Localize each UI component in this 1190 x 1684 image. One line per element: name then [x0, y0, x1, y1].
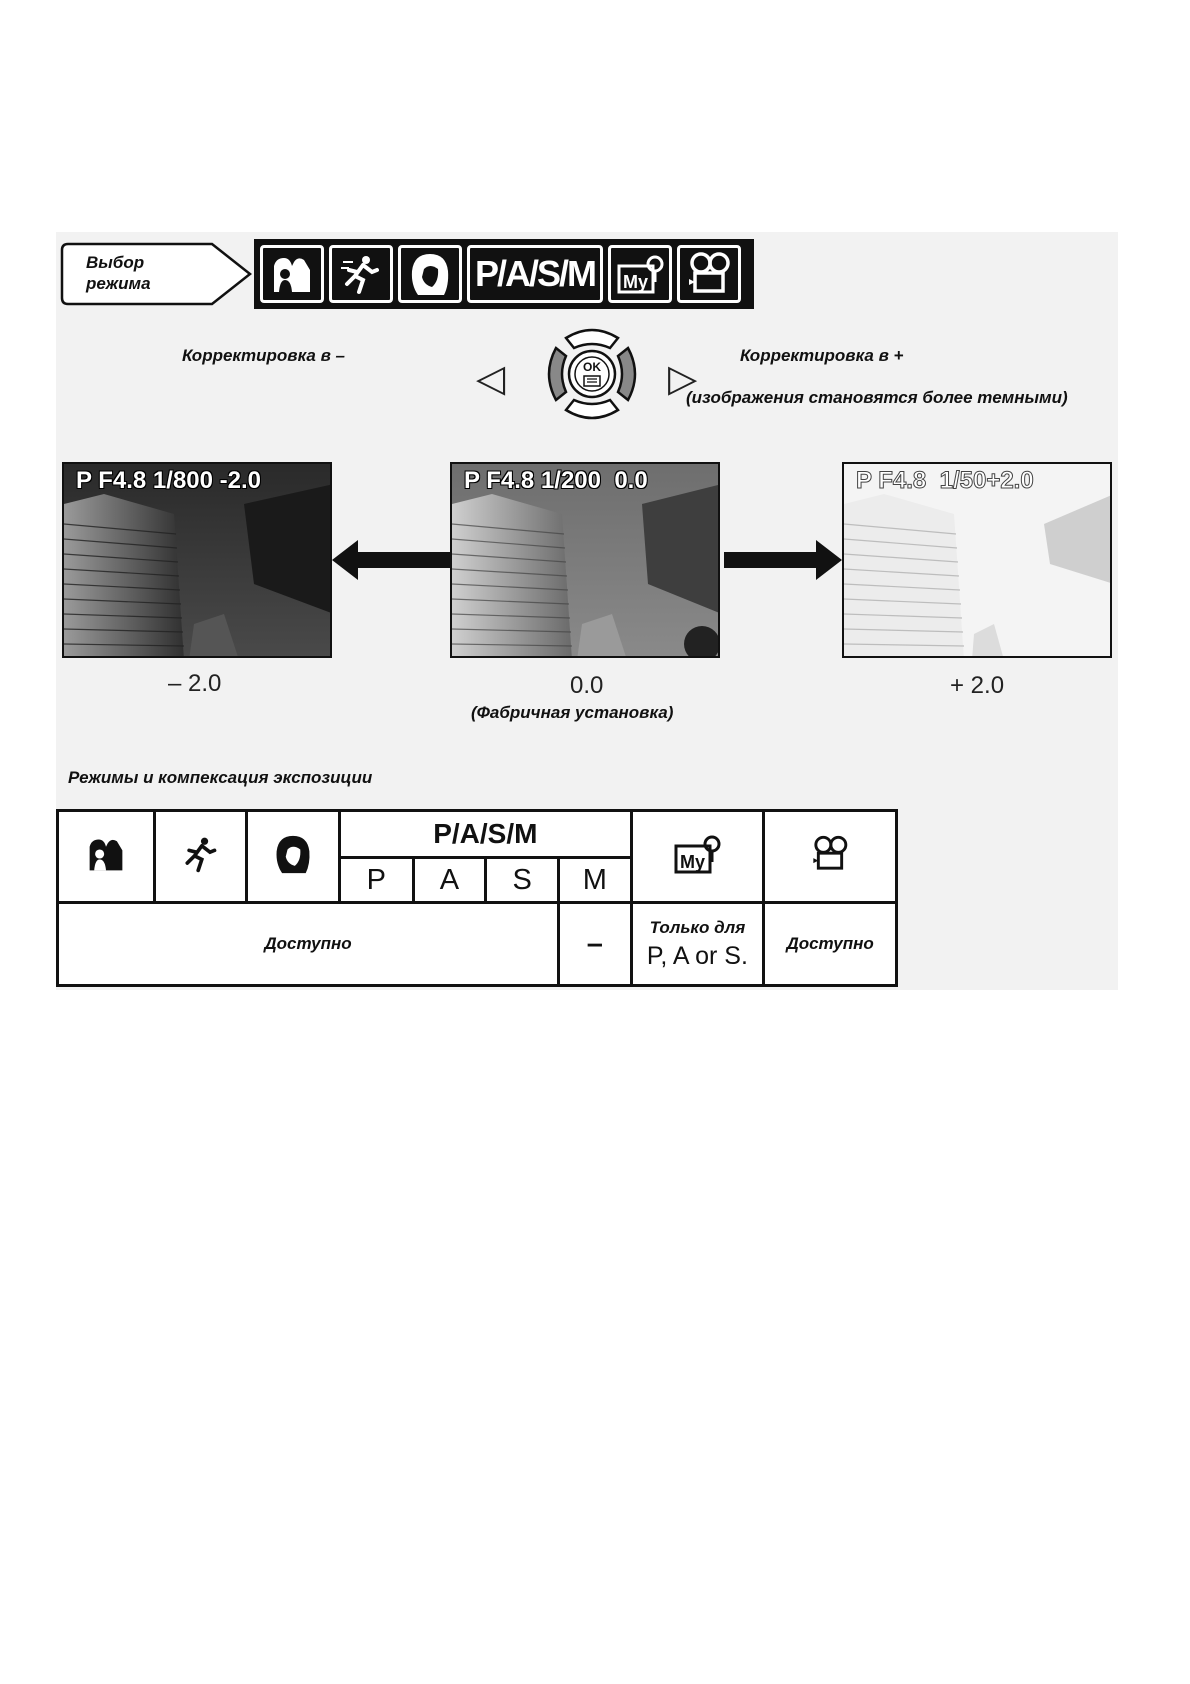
arrow-left-icon	[332, 540, 450, 580]
mode-movie[interactable]	[677, 245, 741, 303]
value-minus: – 2.0	[168, 670, 222, 697]
table-sub-m: M	[558, 858, 631, 903]
value-zero: 0.0	[570, 672, 604, 699]
cell-available: Доступно	[58, 903, 559, 986]
cell-only-line1: Только для	[649, 917, 746, 937]
preview-plus-osd: P F4.8 1/50+2.0	[856, 467, 1034, 494]
pad-left[interactable]	[549, 348, 566, 400]
svg-text:My: My	[623, 272, 649, 292]
pad-up[interactable]	[566, 330, 618, 348]
arrow-right-icon	[724, 540, 842, 580]
pasm-label: P/A/S/M	[474, 253, 595, 294]
mode-sports[interactable]	[329, 245, 393, 303]
pad-down[interactable]	[566, 400, 618, 418]
landscape-portrait-icon	[270, 252, 314, 296]
value-plus: + 2.0	[950, 672, 1005, 699]
landscape-portrait-icon	[86, 834, 126, 874]
table-header-sports	[154, 811, 247, 903]
mode-select-line2: режима	[86, 274, 151, 293]
mode-select-label	[60, 242, 252, 306]
pad-right[interactable]	[618, 348, 635, 400]
caption-plus: Корректировка в +	[740, 346, 904, 365]
preview-minus	[62, 462, 332, 658]
cell-movie-available: Доступно	[764, 903, 897, 986]
mode-pasm[interactable]	[467, 245, 603, 303]
preview-zero-osd: P F4.8 1/200 0.0	[464, 467, 648, 494]
table-sub-p: P	[339, 858, 413, 903]
table-sub-s: S	[486, 858, 559, 903]
cell-only-line2: P, A or S.	[646, 941, 748, 970]
caption-minus: Корректировка в –	[182, 346, 346, 365]
mode-landscape-portrait[interactable]	[260, 245, 324, 303]
table-sub-a: A	[413, 858, 486, 903]
table-header-movie	[764, 811, 897, 903]
mode-select-line1: Выбор	[86, 253, 145, 272]
caption-darker-note: (изображения становятся более темными)	[686, 388, 1068, 407]
my-mode-icon	[672, 832, 722, 876]
movie-icon	[685, 251, 733, 297]
preview-plus	[842, 462, 1112, 658]
movie-icon	[810, 834, 850, 874]
left-arrow-icon: ◁	[476, 358, 506, 400]
table-header-portrait	[247, 811, 340, 903]
sports-icon	[339, 252, 383, 296]
cell-my-only	[631, 903, 764, 986]
preview-minus-osd: P F4.8 1/800 -2.0	[76, 467, 262, 494]
ok-button-label[interactable]: OK	[583, 360, 601, 374]
table-header-pasm: P/A/S/M	[339, 811, 631, 858]
modes-table	[56, 809, 898, 987]
right-arrow-icon: ▷	[668, 358, 698, 400]
sports-icon	[180, 834, 220, 874]
mode-dial-strip	[254, 239, 754, 309]
svg-text:My: My	[680, 852, 706, 872]
table-header-my	[631, 811, 764, 903]
directional-pad	[536, 318, 648, 430]
portrait-icon	[408, 251, 452, 297]
my-mode-icon	[615, 252, 665, 296]
mode-portrait[interactable]	[398, 245, 462, 303]
preview-zero	[450, 462, 720, 658]
factory-setting-note: (Фабричная установка)	[471, 703, 674, 722]
cell-m-dash: –	[558, 903, 631, 986]
table-header-landscape-portrait	[58, 811, 155, 903]
portrait-icon	[273, 833, 313, 875]
table-title: Режимы и компексация экспозиции	[68, 768, 373, 787]
mode-my[interactable]	[608, 245, 672, 303]
